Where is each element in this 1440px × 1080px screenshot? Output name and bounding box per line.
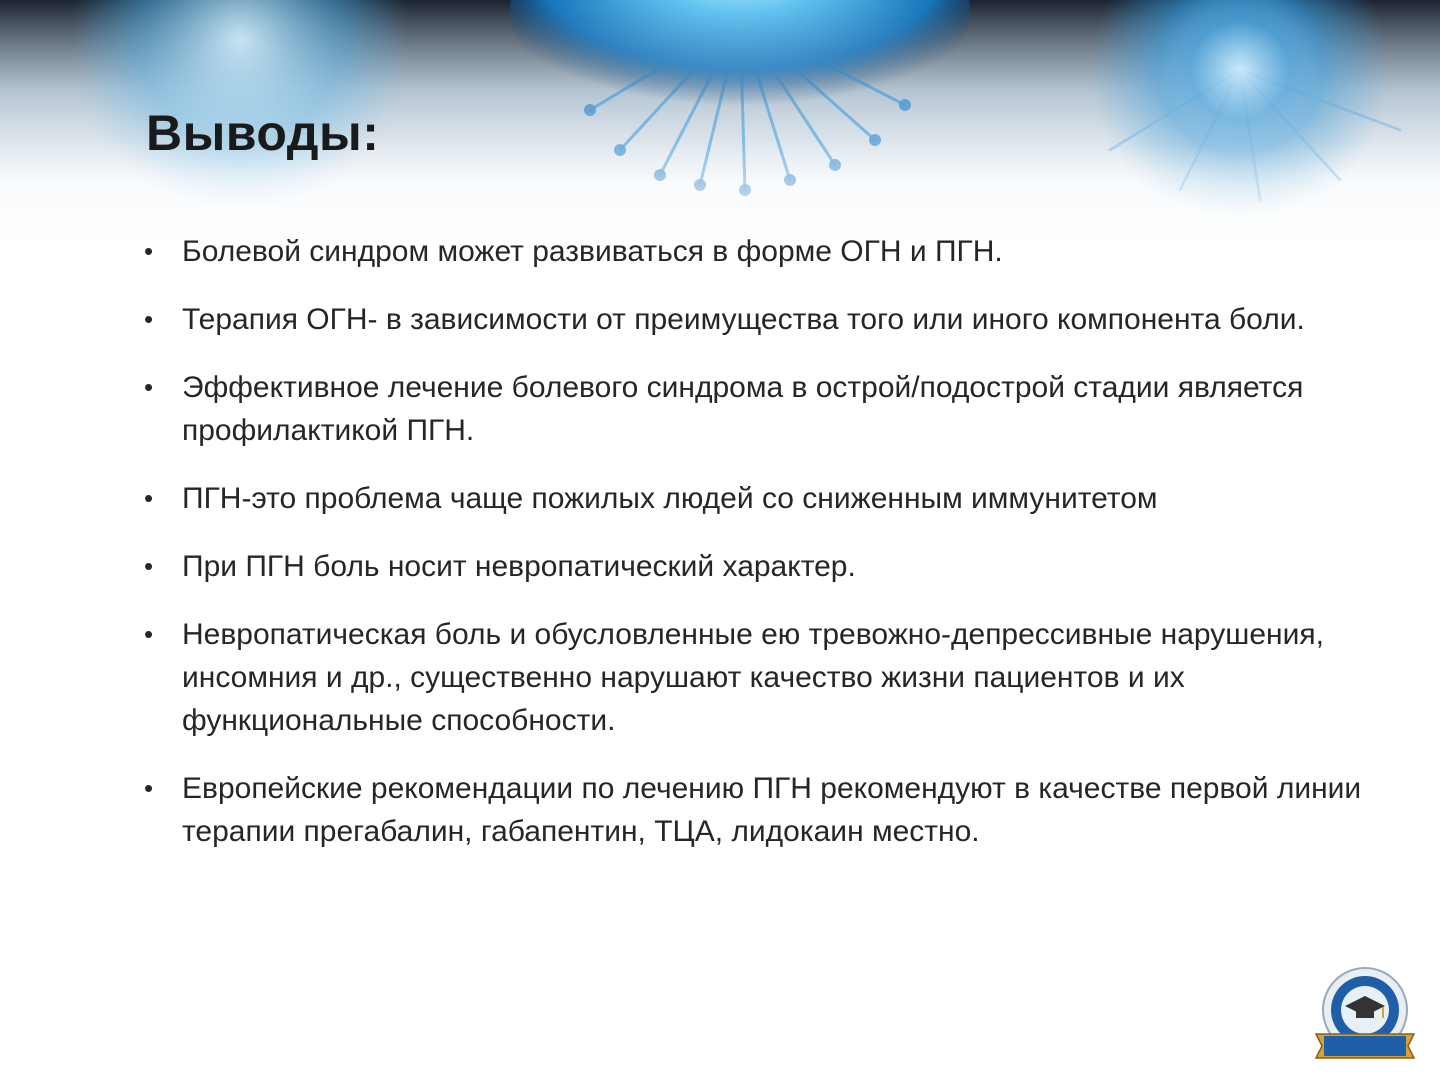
bullet-marker: • (144, 773, 154, 803)
bullet-text: Эффективное лечение болевого синдрома в острой/подострой стадии является профилактикой ПГН. (182, 371, 1304, 447)
bullet-marker: • (144, 304, 154, 334)
bullet-item (144, 613, 1394, 742)
bullet-item (144, 230, 1394, 273)
bullet-item (144, 545, 1394, 588)
bullet-text: Невропатическая боль и обусловленные ею тревожно-депрессивные нарушения, инсомния и др., существенно нарушают качество жизни пациентов и их функциональные способности. (182, 618, 1324, 737)
bullet-item (144, 477, 1394, 520)
bullet-text: При ПГН боль носит невропатический характер. (182, 550, 856, 583)
bullet-text: Болевой синдром может развиваться в форме ОГН и ПГН. (182, 235, 1003, 268)
bullet-item (144, 366, 1394, 452)
bullet-marker: • (144, 483, 154, 513)
bullet-marker: • (144, 619, 154, 649)
bullet-marker: • (144, 551, 154, 581)
bullet-marker: • (144, 236, 154, 266)
bullet-item (144, 298, 1394, 341)
bullet-text: Европейские рекомендации по лечению ПГН рекомендуют в качестве первой линии терапии прегабалин, габапентин, ТЦА, лидокаин местно. (182, 772, 1362, 848)
bullet-item (144, 767, 1394, 853)
slide-title: Выводы: (146, 105, 380, 161)
bullet-text: ПГН-это проблема чаще пожилых людей со сниженным иммунитетом (182, 482, 1158, 515)
bullet-text: Терапия ОГН- в зависимости от преимущества того или иного компонента боли. (182, 303, 1305, 336)
bullet-list (144, 230, 1394, 878)
academy-of-pain-logo (1310, 964, 1420, 1064)
bullet-marker: • (144, 372, 154, 402)
